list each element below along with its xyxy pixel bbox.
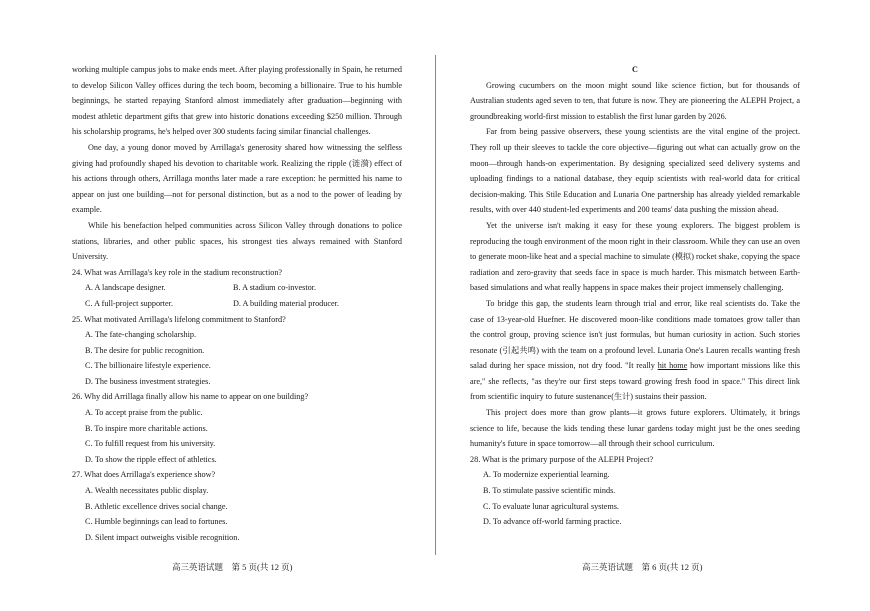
- question-26-stem: 26. Why did Arrillaga finally allow his name to appear on one building?: [72, 392, 309, 402]
- passage-paragraph: While his benefaction helped communities across Silicon Valley through donations to police stations, libraries, and other public spaces, his strongest ties always remained with Stanford University.: [72, 220, 402, 262]
- question-24-stem: 24. What was Arrillaga's key role in the stadium reconstruction?: [72, 267, 283, 277]
- passage-paragraph: [470, 296, 800, 405]
- question-27-stem: 27. What does Arrillaga's experience show?: [72, 470, 216, 480]
- option-a[interactable]: A. The fate-changing scholarship.: [85, 330, 197, 340]
- option-a[interactable]: A. A landscape designer.: [85, 283, 166, 293]
- option-d[interactable]: D. The business investment strategies.: [85, 376, 211, 386]
- page-footer-left: 高三英语试题 第 5 页(共 12 页): [172, 562, 293, 572]
- right-page: [470, 62, 800, 530]
- option-d[interactable]: D. Silent impact outweighs visible recognition.: [85, 532, 240, 542]
- underlined-phrase: hit home: [657, 361, 688, 371]
- passage-paragraph: Growing cucumbers on the moon might sound like science fiction, but for thousands of Australian students aged seven to ten, that future is now. They are pioneering the ALEPH Project, a groundbreaking world-first mission to establish the first lunar garden by 2026.: [470, 80, 800, 121]
- passage-paragraph: Far from being passive observers, these young scientists are the vital engine of the project. They roll up their sleeves to tackle the core objective—figuring out what can actually grow on the moon—through hands-on experimentation. By designing specialized seed delivery systems and uploading findings to a national database, they equip scientists with real-world data for critical decision-making. This Stile Education and Lunaria One partnership has already yielded remarkable results, with over 440 student-led experiments and 200 teams' data pushing the mission ahead.: [470, 127, 800, 215]
- option-a[interactable]: A. To modernize experiential learning.: [483, 470, 610, 480]
- left-page: [72, 62, 402, 545]
- passage-paragraph: Yet the universe isn't making it easy for these young explorers. The biggest problem is reproducing the tough environment of the moon right in their classroom. While they can use an oven to generate moon-like heat and a special machine to simulate (模拟) rocket shake, copying the space radiation and zero-gravity that seeds face in space is much harder. This mismatch between Earth-based simulations and what really happens in space makes their project immensely challenging.: [470, 220, 800, 293]
- paragraph-text: how important missions like this are," she reflects, "as they're our first steps toward growing fresh food in space." This direct link from scientific inquiry to future sustenance(生计) sustains their passion.: [470, 361, 800, 402]
- option-b[interactable]: B. The desire for public recognition.: [85, 345, 205, 355]
- option-b[interactable]: B. To inspire more charitable actions.: [85, 423, 208, 433]
- option-c[interactable]: C. A full-project supporter.: [85, 298, 174, 308]
- question-28-stem: 28. What is the primary purpose of the ALEPH Project?: [470, 454, 654, 464]
- passage-paragraph: working multiple campus jobs to make ends meet. After playing professionally in Spain, he returned to develop Silicon Valley offices during the tech boom, becoming a billionaire. True to his humble beginnings, he started repaying Stanford almost immediately after graduation—beginning with modest athletic department gifts that grew into historic donations exceeding $250 million. Through his scholarship programs, he's helped over 300 students facing similar financial challenges.: [72, 65, 402, 137]
- option-a[interactable]: A. Wealth necessitates public display.: [85, 486, 209, 496]
- passage-paragraph: This project does more than grow plants—it grows future explorers. Ultimately, it brings science to life, because the kids tending these lunar gardens today might just be the ones seeding humanity's future in space tomorrow—all through their school curriculum.: [470, 408, 800, 449]
- option-c[interactable]: C. The billionaire lifestyle experience.: [85, 361, 211, 371]
- section-heading: C: [632, 65, 638, 74]
- option-a[interactable]: A. To accept praise from the public.: [85, 408, 203, 418]
- question-24-options: [85, 296, 402, 312]
- paragraph-text: To bridge this gap, the students learn through trial and error, like real scientists do. Take the case of 13-year-old Huefner. He discovered moon-like conditions made tomatoes grow taller than the control group, proving science isn't just formulas, but human curiosity in action. Such stories resonate (引起共鸣) with the team on a profound level. Lunaria One's Lauren recalls wanting fresh salad during her space mission, not dry food. "It really: [470, 298, 800, 371]
- option-d[interactable]: D. To advance off-world farming practice.: [483, 517, 622, 527]
- option-b[interactable]: B. Athletic excellence drives social change.: [85, 501, 228, 511]
- option-c[interactable]: C. To fulfill request from his university.: [85, 439, 216, 449]
- page-footer-right: 高三英语试题 第 6 页(共 12 页): [582, 562, 703, 572]
- option-b[interactable]: B. To stimulate passive scientific minds.: [483, 486, 616, 496]
- option-d[interactable]: D. A building material producer.: [233, 298, 339, 308]
- page-divider: [435, 55, 436, 555]
- question-24-options: [85, 280, 402, 296]
- option-b[interactable]: B. A stadium co-investor.: [233, 283, 317, 293]
- option-c[interactable]: C. Humble beginnings can lead to fortunes.: [85, 517, 228, 527]
- option-c[interactable]: C. To evaluate lunar agricultural systems.: [483, 501, 619, 511]
- option-d[interactable]: D. To show the ripple effect of athletics.: [85, 454, 217, 464]
- passage-paragraph: One day, a young donor moved by Arrillaga's generosity shared how witnessing the selfless giving had profoundly shaped his devotion to charitable work. Realizing the ripple (涟漪) effect of his actions through others, Arrillaga months later made a rare exception: he permitted his name to appear on just one building—not for personal distinction, but as a nod to the power of leading by example.: [72, 142, 402, 215]
- question-25-stem: 25. What motivated Arrillaga's lifelong commitment to Stanford?: [72, 314, 286, 324]
